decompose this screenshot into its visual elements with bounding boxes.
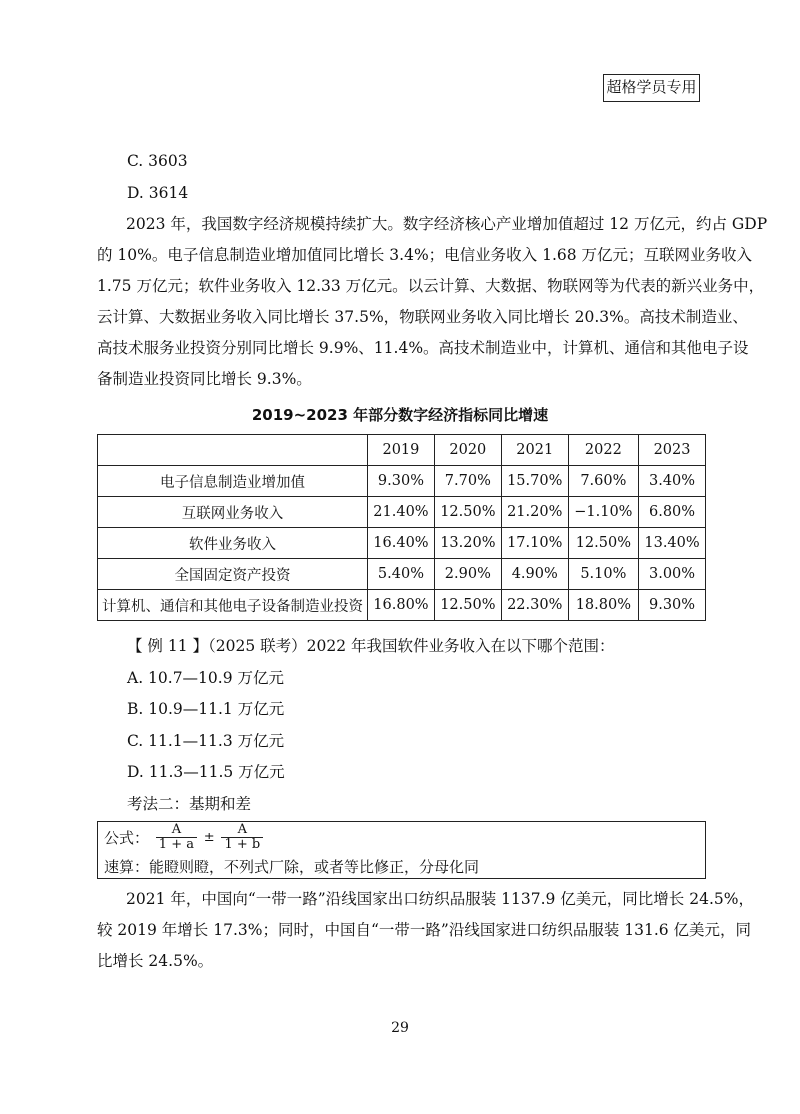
table-cell: 21.40% xyxy=(368,497,435,528)
table-cell: 16.80% xyxy=(368,590,435,621)
table-title: 2019~2023 年部分数字经济指标同比增速 xyxy=(251,406,549,424)
table-row xyxy=(98,497,706,528)
formula-label: 公式： xyxy=(104,829,150,847)
passage-line: 的 10%。电子信息制造业增加值同比增长 3.4%；电信业务收入 1.68 万亿元；互联网业务收入 xyxy=(97,246,753,264)
year-header: 2020 xyxy=(434,435,501,466)
table-cell: 7.60% xyxy=(568,466,638,497)
option-d-previous: D. 3614 xyxy=(127,184,189,202)
year-header: 2019 xyxy=(368,435,435,466)
table-cell: 18.80% xyxy=(568,590,638,621)
table-cell: 22.30% xyxy=(501,590,568,621)
fraction-denominator: 1 + b xyxy=(221,837,263,852)
table-cell: 2.90% xyxy=(434,559,501,590)
table-cell: 21.20% xyxy=(501,497,568,528)
indicator-table xyxy=(97,434,706,621)
fraction-denominator: 1 + a xyxy=(156,837,197,852)
passage-line: 2023 年，我国数字经济规模持续扩大。数字经济核心产业增加值超过 12 万亿元，约占 GDP xyxy=(126,215,768,233)
header-empty-cell xyxy=(98,435,368,466)
row-label: 电子信息制造业增加值 xyxy=(98,466,368,497)
table-row xyxy=(98,528,706,559)
passage-line: 备制造业投资同比增长 9.3%。 xyxy=(97,370,312,388)
year-header: 2021 xyxy=(501,435,568,466)
option-d: D. 11.3—11.5 万亿元 xyxy=(127,763,285,781)
question-stem: 【 例 11 】（2025 联考）2022 年我国软件业务收入在以下哪个范围： xyxy=(127,637,615,655)
table-cell: 5.10% xyxy=(568,559,638,590)
quick-calc-tip: 速算：能瞪则瞪，不列式厂除，或者等比修正，分母化同 xyxy=(104,858,480,876)
method-heading: 考法二：基期和差 xyxy=(127,795,252,813)
fraction-numerator: A xyxy=(237,822,248,837)
option-c: C. 11.1—11.3 万亿元 xyxy=(127,732,285,750)
option-a: A. 10.7—10.9 万亿元 xyxy=(127,669,284,687)
table-cell: 3.40% xyxy=(639,466,706,497)
row-label: 计算机、通信和其他电子设备制造业投资 xyxy=(98,590,368,621)
table-cell: 7.70% xyxy=(434,466,501,497)
plus-minus-operator: ± xyxy=(203,830,215,845)
member-only-stamp: 超格学员专用 xyxy=(603,74,700,102)
formula-box xyxy=(97,821,706,879)
table-cell: 5.40% xyxy=(368,559,435,590)
page-number: 29 xyxy=(391,1020,409,1036)
table-row xyxy=(98,466,706,497)
option-c-previous: C. 3603 xyxy=(127,152,188,170)
table-cell: 15.70% xyxy=(501,466,568,497)
row-label: 互联网业务收入 xyxy=(98,497,368,528)
passage-line: 云计算、大数据业务收入同比增长 37.5%，物联网业务收入同比增长 20.3%。高技术制造业、 xyxy=(97,308,748,326)
passage-textile-trade xyxy=(97,884,754,977)
passage-line: 2021 年，中国向“一带一路”沿线国家出口纺织品服装 1137.9 亿美元，同比增长 24.5%， xyxy=(126,890,754,908)
table-cell: 13.20% xyxy=(434,528,501,559)
passage-line: 高技术服务业投资分别同比增长 9.9%、11.4%。高技术制造业中，计算机、通信和其他电子设 xyxy=(97,339,749,357)
table-cell: 13.40% xyxy=(639,528,706,559)
table-cell: 12.50% xyxy=(434,497,501,528)
row-label: 全国固定资产投资 xyxy=(98,559,368,590)
row-label: 软件业务收入 xyxy=(98,528,368,559)
fraction-2 xyxy=(221,823,263,852)
table-header-row xyxy=(98,435,706,466)
table-cell: 3.00% xyxy=(639,559,706,590)
option-b: B. 10.9—11.1 万亿元 xyxy=(127,700,285,718)
fraction-numerator: A xyxy=(171,822,182,837)
year-header: 2022 xyxy=(568,435,638,466)
table-cell: −1.10% xyxy=(568,497,638,528)
passage-line: 比增长 24.5%。 xyxy=(97,952,214,970)
table-cell: 6.80% xyxy=(639,497,706,528)
table-cell: 12.50% xyxy=(434,590,501,621)
table-cell: 9.30% xyxy=(639,590,706,621)
passage-digital-economy xyxy=(97,209,768,395)
table-cell: 4.90% xyxy=(501,559,568,590)
table-cell: 17.10% xyxy=(501,528,568,559)
passage-line: 较 2019 年增长 17.3%；同时，中国自“一带一路”沿线国家进口纺织品服装 131.6 亿美元，同 xyxy=(97,921,752,939)
fraction-1 xyxy=(156,823,197,852)
passage-line: 1.75 万亿元；软件业务收入 12.33 万亿元。以云计算、大数据、物联网等为代表的新兴业务中， xyxy=(97,277,765,295)
table-cell: 16.40% xyxy=(368,528,435,559)
year-header: 2023 xyxy=(639,435,706,466)
table-cell: 9.30% xyxy=(368,466,435,497)
table-row xyxy=(98,590,706,621)
formula-line xyxy=(104,823,265,852)
table-row xyxy=(98,559,706,590)
table-cell: 12.50% xyxy=(568,528,638,559)
